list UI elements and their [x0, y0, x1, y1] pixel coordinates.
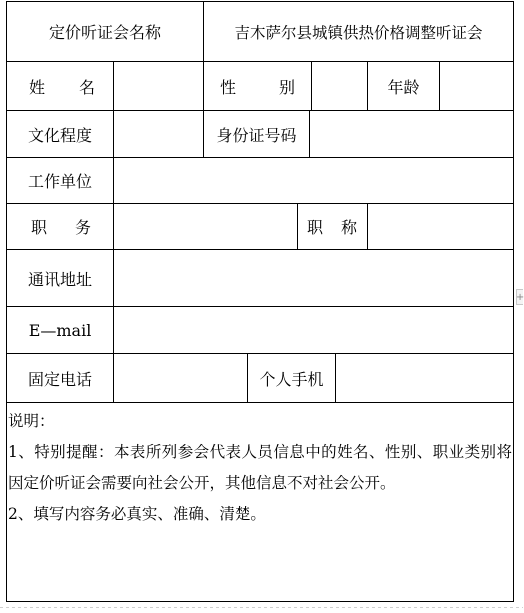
gender-label-char-1: 性	[220, 77, 237, 97]
position-label	[7, 204, 113, 249]
landline-label: 固定电话	[27, 369, 92, 389]
id-number-field[interactable]	[310, 111, 513, 157]
job-title-label	[298, 204, 367, 249]
position-label-char-1: 职	[31, 218, 48, 237]
position-label-char-2: 务	[74, 218, 91, 237]
education-field[interactable]	[114, 111, 203, 157]
id-number-label: 身份证号码	[216, 125, 297, 145]
table-border-right	[513, 1, 514, 602]
gender-label-char-2: 别	[278, 77, 295, 97]
name-field[interactable]	[114, 62, 203, 110]
name-label-char-2: 名	[78, 77, 95, 97]
mobile-label: 个人手机	[259, 369, 324, 389]
hearing-name-label: 定价听证会名称	[48, 23, 161, 42]
address-label: 通讯地址	[27, 269, 92, 289]
job-title-field[interactable]	[368, 204, 513, 249]
email-field[interactable]	[114, 307, 513, 353]
job-title-label-char-1: 职	[307, 218, 324, 237]
notes-heading: 说明：	[8, 412, 55, 430]
name-label	[7, 62, 113, 110]
notes-item-1: 1、特别提醒：本表所列参会代表人员信息中的姓名、性别、职业类别将因定价听证会需要向社会公开，其他信息不对社会公开。	[8, 443, 512, 492]
gender-label	[204, 62, 311, 110]
page-bottom-dotted-rule	[0, 607, 523, 608]
email-label: E—mail	[28, 320, 92, 340]
age-field[interactable]	[440, 62, 513, 110]
notes-item-2: 2、填写内容务必真实、准确、清楚。	[8, 505, 266, 523]
name-label-char-1: 姓	[29, 77, 46, 97]
education-label: 文化程度	[27, 125, 92, 145]
notes-section	[8, 406, 512, 530]
position-field[interactable]	[114, 204, 297, 249]
mobile-field[interactable]	[336, 354, 513, 402]
address-field[interactable]	[114, 250, 513, 306]
employer-field[interactable]	[114, 158, 513, 203]
job-title-label-char-2: 称	[340, 218, 357, 237]
table-border-bottom	[6, 601, 514, 602]
landline-field[interactable]	[114, 354, 247, 402]
side-expand-marker[interactable]: +	[516, 289, 523, 305]
hearing-name-value: 吉木萨尔县城镇供热价格调整听证会	[234, 23, 483, 42]
employer-label: 工作单位	[27, 172, 92, 191]
row-divider	[6, 402, 514, 403]
gender-field[interactable]	[312, 62, 367, 110]
age-label: 年龄	[387, 77, 420, 97]
